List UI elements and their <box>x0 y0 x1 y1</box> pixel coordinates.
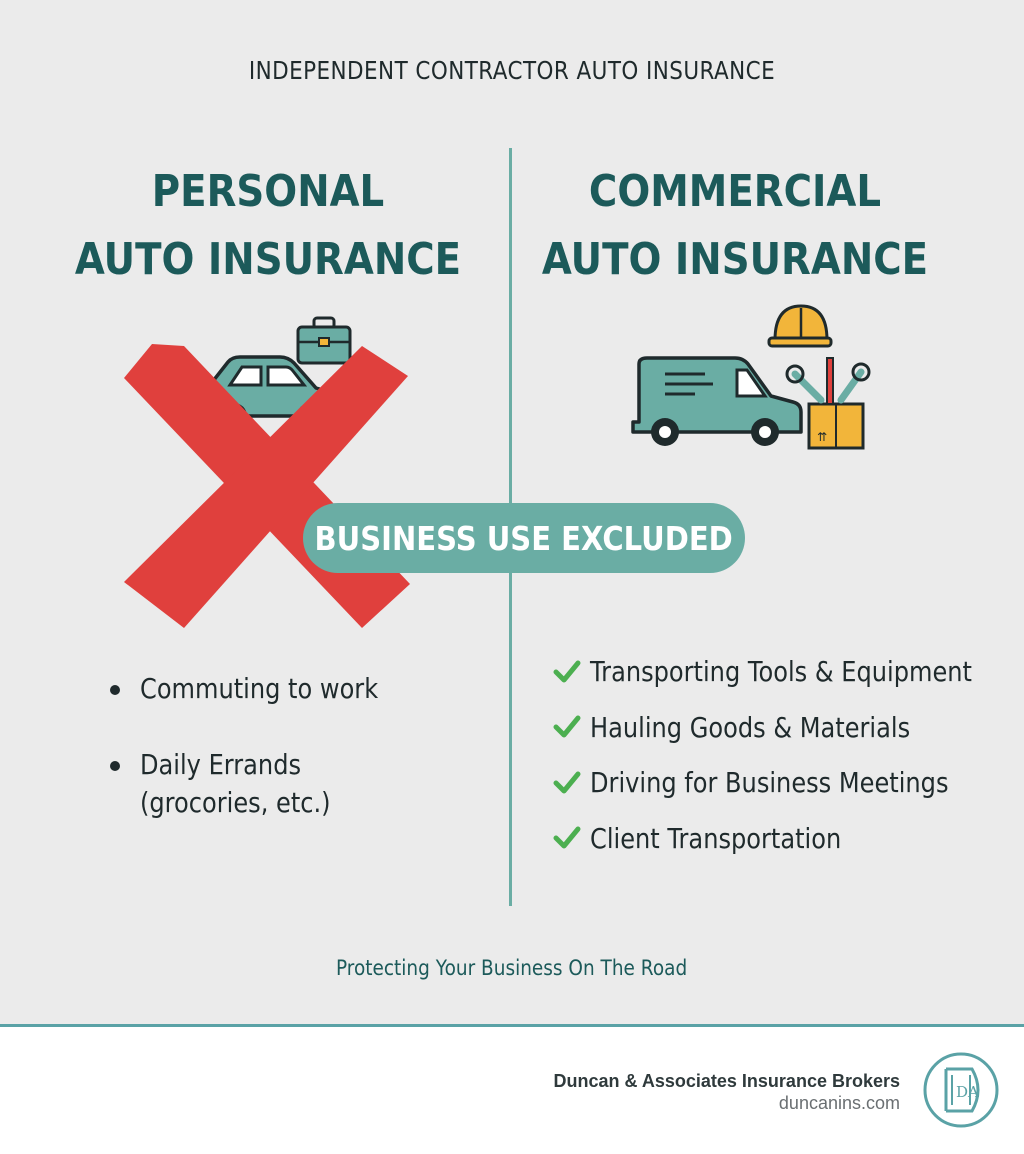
list-item-label: Hauling Goods & Materials <box>590 710 911 744</box>
svg-text:DA: DA <box>956 1083 979 1101</box>
personal-heading-line1: PERSONAL <box>151 166 385 217</box>
checkmark-icon <box>552 657 582 687</box>
list-item <box>552 755 1024 811</box>
banner-label: BUSINESS USE EXCLUDED <box>314 518 734 558</box>
briefcase-icon <box>298 318 350 363</box>
brand-footer <box>0 1024 1024 1154</box>
infographic-title: INDEPENDENT CONTRACTOR AUTO INSURANCE <box>248 56 776 85</box>
hard-hat-icon <box>769 306 831 346</box>
personal-illustration <box>118 312 418 636</box>
tagline-text: Protecting Your Business On The Road <box>336 956 688 980</box>
van-icon <box>633 358 801 446</box>
list-item-label: Client Transportation <box>590 821 842 855</box>
commercial-heading-line2: AUTO INSURANCE <box>541 234 929 285</box>
svg-text:⇈: ⇈ <box>817 430 828 444</box>
commercial-heading-line1: COMMERCIAL <box>588 166 882 217</box>
checkmark-icon <box>552 823 582 853</box>
list-item-label: Commuting to work <box>140 672 379 705</box>
company-logo <box>922 1051 1000 1129</box>
list-item-label: Transporting Tools & Equipment <box>590 655 973 689</box>
company-website[interactable]: duncanins.com <box>778 1093 900 1113</box>
list-item <box>552 811 1024 867</box>
checkmark-icon <box>552 712 582 742</box>
company-name: Duncan & Associates Insurance Brokers <box>553 1071 900 1091</box>
checkmark-icon <box>552 768 582 798</box>
list-item-label: Driving for Business Meetings <box>590 766 949 800</box>
personal-heading-line2: AUTO INSURANCE <box>74 234 462 285</box>
list-item <box>552 700 1024 756</box>
tagline <box>0 956 1024 980</box>
list-item-sublabel: (grocories, etc.) <box>140 786 331 819</box>
tools-box-icon <box>787 358 869 448</box>
commercial-illustration <box>625 300 875 464</box>
list-item <box>108 746 417 822</box>
personal-heading <box>61 158 475 294</box>
personal-uses-list <box>108 670 417 860</box>
bullet-icon <box>110 761 120 771</box>
business-use-excluded-banner <box>303 503 745 573</box>
list-item-label: Daily Errands <box>140 748 302 781</box>
commercial-heading <box>528 158 942 294</box>
bullet-icon <box>110 685 120 695</box>
list-item <box>552 644 1024 700</box>
commercial-uses-list <box>552 644 1024 866</box>
list-item <box>108 670 417 708</box>
